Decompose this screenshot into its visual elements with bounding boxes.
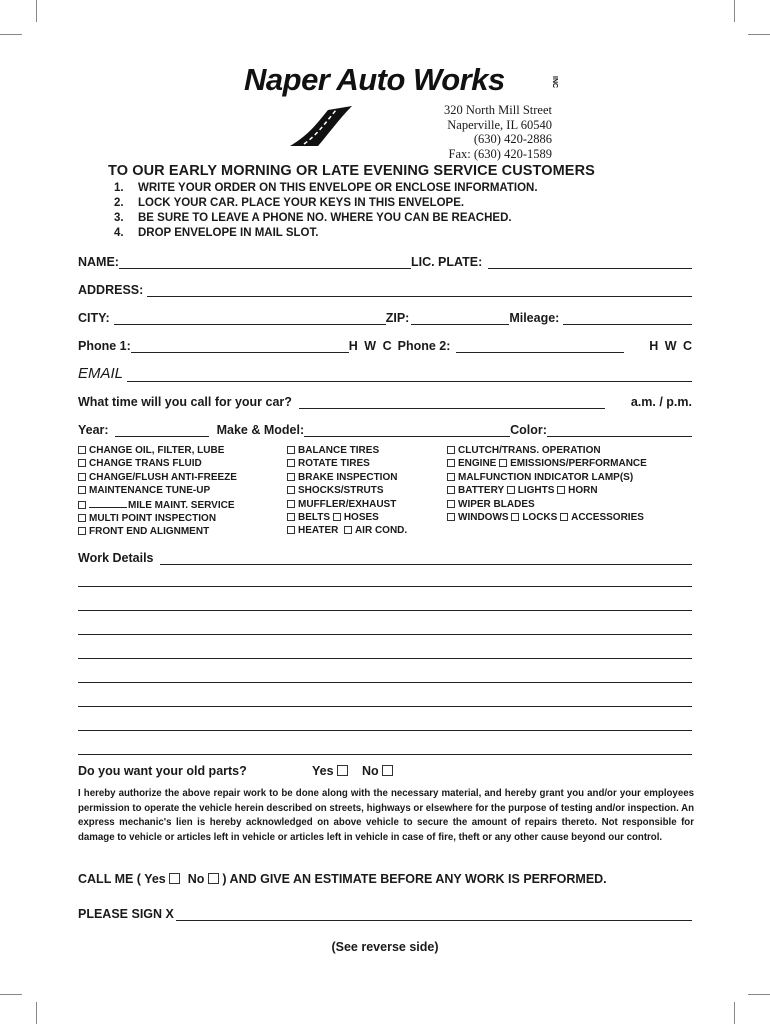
- service-column-2: [287, 444, 407, 538]
- name-field[interactable]: [119, 256, 411, 269]
- old-parts-no[interactable]: No: [362, 764, 393, 778]
- checkbox[interactable]: [507, 486, 515, 494]
- service-column-3: [447, 444, 647, 524]
- work-details-line[interactable]: [78, 682, 692, 683]
- company-name: Naper Auto Works: [244, 62, 505, 97]
- call-time-label: What time will you call for your car?: [78, 395, 292, 409]
- address-field[interactable]: [147, 284, 692, 297]
- email-row: [78, 364, 692, 382]
- work-details-line[interactable]: [78, 634, 692, 635]
- service-item[interactable]: ROTATE TIRES: [287, 457, 407, 470]
- service-item[interactable]: WINDOWS LOCKS ACCESSORIES: [447, 511, 647, 524]
- work-details-line[interactable]: [78, 706, 692, 707]
- email-label: EMAIL: [78, 365, 124, 382]
- checkbox[interactable]: [287, 486, 295, 494]
- service-item[interactable]: CLUTCH/TRANS. OPERATION: [447, 444, 647, 457]
- mileage-blank[interactable]: [89, 498, 127, 508]
- name-label: NAME:: [78, 255, 119, 269]
- crop-mark: [36, 0, 37, 22]
- phone1-label: Phone 1:: [78, 339, 131, 353]
- service-item[interactable]: FRONT END ALIGNMENT: [78, 525, 237, 538]
- yes-checkbox[interactable]: [169, 873, 180, 884]
- instruction-item: 4. DROP ENVELOPE IN MAIL SLOT.: [114, 227, 319, 239]
- checkbox[interactable]: [447, 500, 455, 508]
- ampm-label: a.m. / p.m.: [630, 395, 692, 409]
- mileage-label: Mileage:: [509, 311, 560, 325]
- checkbox[interactable]: [287, 526, 295, 534]
- checkbox[interactable]: [344, 526, 352, 534]
- lic-plate-label: LIC. PLATE:: [410, 255, 483, 269]
- service-item[interactable]: MAINTENANCE TUNE-UP: [78, 484, 237, 497]
- make-model-field[interactable]: [304, 424, 510, 437]
- call-me-line: CALL ME ( Yes No ) AND GIVE AN ESTIMATE BEFORE ANY WORK IS PERFORMED.: [78, 872, 607, 886]
- service-item[interactable]: BATTERY LIGHTS HORN: [447, 484, 647, 497]
- checkbox[interactable]: [78, 473, 86, 481]
- instruction-item: 2. LOCK YOUR CAR. PLACE YOUR KEYS IN THIS ENVELOPE.: [114, 197, 465, 209]
- service-item[interactable]: CHANGE/FLUSH ANTI-FREEZE: [78, 471, 237, 484]
- old-parts-question: Do you want your old parts?: [78, 764, 247, 778]
- crop-mark: [734, 1002, 735, 1024]
- phone2-field[interactable]: [456, 340, 624, 353]
- work-details-field[interactable]: [160, 552, 693, 565]
- color-label: Color:: [510, 423, 547, 437]
- checkbox[interactable]: [78, 527, 86, 535]
- service-item[interactable]: WIPER BLADES: [447, 498, 647, 511]
- phone-line: (630) 420-2886: [473, 132, 552, 146]
- service-item[interactable]: ENGINE EMISSIONS/PERFORMANCE: [447, 457, 647, 470]
- mileage-field[interactable]: [563, 312, 692, 325]
- checkbox[interactable]: [382, 765, 393, 776]
- company-address: [420, 103, 552, 161]
- signature-row: [78, 905, 692, 921]
- work-details-line[interactable]: [78, 586, 692, 587]
- checkbox[interactable]: [447, 473, 455, 481]
- call-time-field[interactable]: [299, 396, 605, 409]
- make-model-label: Make & Model:: [216, 423, 305, 437]
- address-line: Naperville, IL 60540: [447, 117, 552, 132]
- checkbox[interactable]: [78, 486, 86, 494]
- checkbox[interactable]: [78, 459, 86, 467]
- city-label: CITY:: [78, 311, 110, 325]
- crop-mark: [0, 34, 22, 35]
- year-field[interactable]: [115, 424, 209, 437]
- checkbox[interactable]: [560, 513, 568, 521]
- checkbox[interactable]: [287, 513, 295, 521]
- checkbox[interactable]: [287, 446, 295, 454]
- city-row: [78, 309, 692, 325]
- work-details-row: [78, 549, 692, 565]
- name-row: [78, 253, 692, 269]
- checkbox[interactable]: [333, 513, 341, 521]
- service-item[interactable]: MULTI POINT INSPECTION: [78, 512, 237, 525]
- service-item[interactable]: CHANGE OIL, FILTER, LUBE: [78, 444, 237, 457]
- work-details-line[interactable]: [78, 754, 692, 755]
- instruction-list: [114, 181, 538, 241]
- phone2-hwc: H W C: [649, 339, 692, 353]
- instruction-item: 3. BE SURE TO LEAVE A PHONE NO. WHERE YOU CAN BE REACHED.: [114, 212, 512, 224]
- zip-field[interactable]: [411, 312, 509, 325]
- service-item[interactable]: BELTS HOSES: [287, 511, 407, 524]
- checkbox[interactable]: [78, 514, 86, 522]
- phone2-label: Phone 2:: [397, 339, 451, 353]
- checkbox[interactable]: [557, 486, 565, 494]
- checkbox[interactable]: [447, 459, 455, 467]
- crop-mark: [734, 0, 735, 22]
- address-label: ADDRESS:: [78, 283, 144, 297]
- year-label: Year:: [78, 423, 109, 437]
- checkbox[interactable]: [287, 473, 295, 481]
- page-heading: TO OUR EARLY MORNING OR LATE EVENING SERVICE CUSTOMERS: [108, 163, 595, 179]
- color-field[interactable]: [547, 424, 692, 437]
- phone1-field[interactable]: [131, 340, 349, 353]
- vehicle-row: [78, 421, 692, 437]
- checkbox[interactable]: [447, 486, 455, 494]
- service-item[interactable]: SHOCKS/STRUTS: [287, 484, 407, 497]
- service-item[interactable]: MUFFLER/EXHAUST: [287, 498, 407, 511]
- address-row: [78, 281, 692, 297]
- service-column-1: [78, 444, 237, 539]
- lic-plate-field[interactable]: [488, 256, 692, 269]
- see-reverse-note: (See reverse side): [331, 940, 439, 954]
- signature-field[interactable]: [176, 908, 692, 921]
- service-item[interactable]: MILE MAINT. SERVICE: [78, 498, 237, 512]
- call-time-row: [78, 393, 692, 409]
- instruction-item: 1. WRITE YOUR ORDER ON THIS ENVELOPE OR ENCLOSE INFORMATION.: [114, 182, 538, 194]
- company-suffix: INC: [551, 76, 558, 89]
- service-item[interactable]: HEATER AIR COND.: [287, 524, 407, 537]
- zip-label: ZIP:: [385, 311, 410, 325]
- sign-label: PLEASE SIGN X: [78, 907, 174, 921]
- checkbox[interactable]: [78, 446, 86, 454]
- checkbox[interactable]: [499, 459, 507, 467]
- checkbox[interactable]: [287, 459, 295, 467]
- phone-row: [78, 337, 692, 353]
- work-details-line[interactable]: [78, 730, 692, 731]
- checkbox[interactable]: [78, 501, 86, 509]
- no-checkbox[interactable]: [208, 873, 219, 884]
- crop-mark: [748, 34, 770, 35]
- fax-line: Fax: (630) 420-1589: [448, 146, 552, 161]
- service-item[interactable]: BALANCE TIRES: [287, 444, 407, 457]
- city-field[interactable]: [114, 312, 386, 325]
- checkbox[interactable]: [287, 500, 295, 508]
- service-item[interactable]: BRAKE INSPECTION: [287, 471, 407, 484]
- email-field[interactable]: [127, 369, 692, 382]
- crop-mark: [36, 1002, 37, 1024]
- work-details-line[interactable]: [78, 658, 692, 659]
- road-logo-icon: [288, 104, 354, 148]
- work-details-label: Work Details: [78, 551, 154, 565]
- work-details-line[interactable]: [78, 610, 692, 611]
- checkbox[interactable]: [447, 446, 455, 454]
- checkbox[interactable]: [511, 513, 519, 521]
- old-parts-yes[interactable]: Yes: [312, 764, 348, 778]
- checkbox[interactable]: [447, 513, 455, 521]
- crop-mark: [748, 994, 770, 995]
- service-item[interactable]: CHANGE TRANS FLUID: [78, 457, 237, 470]
- authorization-text: I hereby authorize the above repair work to be done along with the necessary material, and hereby grant you and/or your employees permission to operate the vehicle herein described on streets, highways or elsewhere for the purpose of testing and/or inspection. An express mechanic's lien is hereby acknowledged on above vehicle to secure the amount of repairs thereto. Not responsible for damage to vehicle or articles left in vehicle or articles left in vehicle in case of fire, theft or any other cause beyond our control.: [78, 788, 695, 843]
- address-line: 320 North Mill Street: [444, 103, 552, 117]
- crop-mark: [0, 994, 22, 995]
- checkbox[interactable]: [337, 765, 348, 776]
- phone1-hwc: H W C: [348, 339, 392, 353]
- service-item[interactable]: MALFUNCTION INDICATOR LAMP(S): [447, 471, 647, 484]
